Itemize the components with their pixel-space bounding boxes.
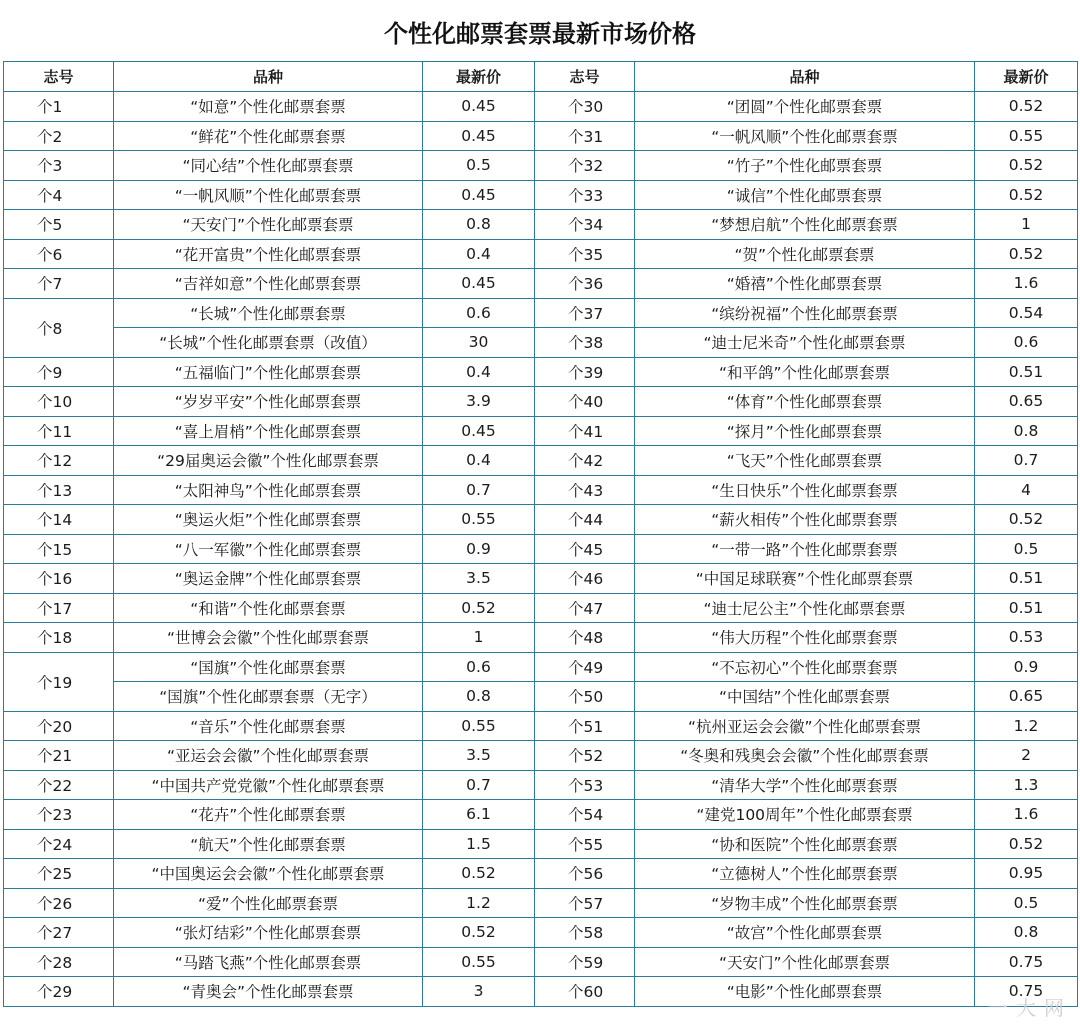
stamp-id: 个51: [535, 711, 635, 741]
stamp-variety: “建党100周年”个性化邮票套票: [635, 800, 975, 830]
stamp-id: 个42: [535, 446, 635, 476]
stamp-variety: “伟大历程”个性化邮票套票: [635, 623, 975, 653]
stamp-price: 0.52: [423, 918, 535, 948]
stamp-id: 个49: [535, 652, 635, 682]
stamp-price: 0.51: [975, 564, 1078, 594]
table-row: [4, 180, 1078, 210]
stamp-price: 0.75: [975, 947, 1078, 977]
stamp-price: 3: [423, 977, 535, 1007]
stamp-id: 个57: [535, 888, 635, 918]
stamp-id: 个2: [4, 121, 114, 151]
stamp-id: 个25: [4, 859, 114, 889]
header-id: 志号: [4, 62, 114, 92]
table-row: [4, 92, 1078, 122]
table-header-row: [4, 62, 1078, 92]
stamp-price: 0.52: [975, 151, 1078, 181]
stamp-variety: “航天”个性化邮票套票: [114, 829, 423, 859]
stamp-price: 1.2: [423, 888, 535, 918]
stamp-variety: “太阳神鸟”个性化邮票套票: [114, 475, 423, 505]
stamp-id: 个33: [535, 180, 635, 210]
stamp-id: 个4: [4, 180, 114, 210]
table-row: [4, 121, 1078, 151]
stamp-price: 30: [423, 328, 535, 358]
stamp-price: 0.45: [423, 92, 535, 122]
stamp-price: 0.51: [975, 593, 1078, 623]
table-row: [4, 711, 1078, 741]
stamp-id: 个56: [535, 859, 635, 889]
table-row: [4, 357, 1078, 387]
stamp-id: 个45: [535, 534, 635, 564]
stamp-price: 0.5: [975, 888, 1078, 918]
stamp-id: 个40: [535, 387, 635, 417]
stamp-id: 个31: [535, 121, 635, 151]
stamp-price: 0.52: [975, 180, 1078, 210]
watermark: 一大网: [988, 996, 1072, 1020]
stamp-variety: “爱”个性化邮票套票: [114, 888, 423, 918]
stamp-price: 0.52: [975, 829, 1078, 859]
stamp-price: 0.55: [423, 711, 535, 741]
stamp-price: 0.55: [975, 121, 1078, 151]
stamp-variety: “岁物丰成”个性化邮票套票: [635, 888, 975, 918]
table-row: [4, 770, 1078, 800]
stamp-id: 个38: [535, 328, 635, 358]
table-row: [4, 210, 1078, 240]
table-row: [4, 829, 1078, 859]
stamp-id: 个20: [4, 711, 114, 741]
header-id-right: 志号: [535, 62, 635, 92]
table-row: [4, 947, 1078, 977]
stamp-id: 个41: [535, 416, 635, 446]
stamp-id: 个30: [535, 92, 635, 122]
stamp-id: 个11: [4, 416, 114, 446]
stamp-variety: “团圆”个性化邮票套票: [635, 92, 975, 122]
table-row: [4, 298, 1078, 328]
stamp-id: 个15: [4, 534, 114, 564]
stamp-variety: “马踏飞燕”个性化邮票套票: [114, 947, 423, 977]
stamp-price: 4: [975, 475, 1078, 505]
stamp-id: 个44: [535, 505, 635, 535]
stamp-price: 1.3: [975, 770, 1078, 800]
stamp-price: 1.2: [975, 711, 1078, 741]
stamp-id: 个54: [535, 800, 635, 830]
stamp-variety: “竹子”个性化邮票套票: [635, 151, 975, 181]
stamp-price: 0.52: [975, 505, 1078, 535]
stamp-id: 个5: [4, 210, 114, 240]
stamp-variety: “花开富贵”个性化邮票套票: [114, 239, 423, 269]
price-table: [3, 61, 1078, 1007]
stamp-variety: “贺”个性化邮票套票: [635, 239, 975, 269]
table-row: [4, 859, 1078, 889]
stamp-id: 个53: [535, 770, 635, 800]
stamp-id: 个16: [4, 564, 114, 594]
table-row: [4, 151, 1078, 181]
stamp-price: 0.52: [423, 593, 535, 623]
stamp-price: 3.5: [423, 741, 535, 771]
stamp-variety: “喜上眉梢”个性化邮票套票: [114, 416, 423, 446]
stamp-price: 0.45: [423, 180, 535, 210]
stamp-price: 0.45: [423, 269, 535, 299]
stamp-price: 0.52: [975, 239, 1078, 269]
table-row: [4, 888, 1078, 918]
table-row: [4, 593, 1078, 623]
stamp-variety: “飞天”个性化邮票套票: [635, 446, 975, 476]
stamp-price: 0.95: [975, 859, 1078, 889]
stamp-variety: “长城”个性化邮票套票: [114, 298, 423, 328]
stamp-id: 个48: [535, 623, 635, 653]
stamp-id: 个28: [4, 947, 114, 977]
header-variety-right: 品种: [635, 62, 975, 92]
stamp-price: 0.6: [423, 298, 535, 328]
stamp-id: 个19: [4, 652, 114, 711]
stamp-price: 2: [975, 741, 1078, 771]
stamp-price: 1.6: [975, 269, 1078, 299]
stamp-id: 个39: [535, 357, 635, 387]
stamp-price: 0.65: [975, 387, 1078, 417]
stamp-price: 0.8: [423, 682, 535, 712]
stamp-variety: “吉祥如意”个性化邮票套票: [114, 269, 423, 299]
stamp-price: 0.9: [975, 652, 1078, 682]
stamp-id: 个10: [4, 387, 114, 417]
stamp-id: 个7: [4, 269, 114, 299]
stamp-price: 1: [423, 623, 535, 653]
stamp-price: 0.45: [423, 416, 535, 446]
stamp-variety: “青奥会”个性化邮票套票: [114, 977, 423, 1007]
stamp-variety: “体育”个性化邮票套票: [635, 387, 975, 417]
stamp-variety: “一帆风顺”个性化邮票套票: [635, 121, 975, 151]
stamp-id: 个29: [4, 977, 114, 1007]
stamp-price: 1.5: [423, 829, 535, 859]
header-price-right: 最新价: [975, 62, 1078, 92]
table-row: [4, 918, 1078, 948]
table-row: [4, 682, 1078, 712]
stamp-variety: “梦想启航”个性化邮票套票: [635, 210, 975, 240]
table-row: [4, 977, 1078, 1007]
table-row: [4, 534, 1078, 564]
stamp-price: 3.5: [423, 564, 535, 594]
stamp-variety: “冬奥和残奥会会徽”个性化邮票套票: [635, 741, 975, 771]
stamp-id: 个17: [4, 593, 114, 623]
stamp-price: 0.7: [975, 446, 1078, 476]
stamp-id: 个18: [4, 623, 114, 653]
stamp-variety: “故宫”个性化邮票套票: [635, 918, 975, 948]
stamp-id: 个9: [4, 357, 114, 387]
stamp-variety: “探月”个性化邮票套票: [635, 416, 975, 446]
stamp-price: 0.4: [423, 446, 535, 476]
stamp-variety: “一帆风顺”个性化邮票套票: [114, 180, 423, 210]
stamp-price: 0.5: [975, 534, 1078, 564]
table-row: [4, 800, 1078, 830]
stamp-variety: “奥运金牌”个性化邮票套票: [114, 564, 423, 594]
stamp-variety: “一带一路”个性化邮票套票: [635, 534, 975, 564]
stamp-variety: “杭州亚运会会徽”个性化邮票套票: [635, 711, 975, 741]
stamp-price: 0.8: [423, 210, 535, 240]
stamp-price: 0.9: [423, 534, 535, 564]
page-title: 个性化邮票套票最新市场价格: [384, 20, 696, 48]
stamp-variety: “中国足球联赛”个性化邮票套票: [635, 564, 975, 594]
stamp-variety: “如意”个性化邮票套票: [114, 92, 423, 122]
stamp-id: 个32: [535, 151, 635, 181]
table-row: [4, 239, 1078, 269]
stamp-price: 6.1: [423, 800, 535, 830]
stamp-variety: “五福临门”个性化邮票套票: [114, 357, 423, 387]
stamp-price: 0.52: [423, 859, 535, 889]
stamp-variety: “张灯结彩”个性化邮票套票: [114, 918, 423, 948]
stamp-variety: “生日快乐”个性化邮票套票: [635, 475, 975, 505]
table-row: [4, 741, 1078, 771]
stamp-variety: “八一军徽”个性化邮票套票: [114, 534, 423, 564]
stamp-variety: “电影”个性化邮票套票: [635, 977, 975, 1007]
table-row: [4, 475, 1078, 505]
stamp-variety: “同心结”个性化邮票套票: [114, 151, 423, 181]
stamp-price: 0.45: [423, 121, 535, 151]
stamp-id: 个6: [4, 239, 114, 269]
stamp-variety: “诚信”个性化邮票套票: [635, 180, 975, 210]
stamp-id: 个14: [4, 505, 114, 535]
stamp-variety: “长城”个性化邮票套票（改值）: [114, 328, 423, 358]
stamp-variety: “协和医院”个性化邮票套票: [635, 829, 975, 859]
stamp-price: 0.4: [423, 357, 535, 387]
stamp-id: 个47: [535, 593, 635, 623]
table-row: [4, 505, 1078, 535]
stamp-variety: “清华大学”个性化邮票套票: [635, 770, 975, 800]
table-row: [4, 446, 1078, 476]
stamp-variety: “花卉”个性化邮票套票: [114, 800, 423, 830]
stamp-variety: “岁岁平安”个性化邮票套票: [114, 387, 423, 417]
stamp-variety: “迪士尼公主”个性化邮票套票: [635, 593, 975, 623]
stamp-price: 1.6: [975, 800, 1078, 830]
header-price: 最新价: [423, 62, 535, 92]
stamp-price: 0.7: [423, 770, 535, 800]
stamp-id: 个34: [535, 210, 635, 240]
table-row: [4, 652, 1078, 682]
stamp-price: 1: [975, 210, 1078, 240]
stamp-variety: “奥运火炬”个性化邮票套票: [114, 505, 423, 535]
stamp-variety: “迪士尼米奇”个性化邮票套票: [635, 328, 975, 358]
stamp-id: 个50: [535, 682, 635, 712]
stamp-variety: “和谐”个性化邮票套票: [114, 593, 423, 623]
table-row: [4, 623, 1078, 653]
stamp-id: 个58: [535, 918, 635, 948]
stamp-id: 个55: [535, 829, 635, 859]
stamp-id: 个37: [535, 298, 635, 328]
stamp-variety: “中国奥运会会徽”个性化邮票套票: [114, 859, 423, 889]
stamp-id: 个13: [4, 475, 114, 505]
stamp-price: 0.55: [423, 505, 535, 535]
stamp-id: 个22: [4, 770, 114, 800]
stamp-id: 个59: [535, 947, 635, 977]
stamp-variety: “婚禧”个性化邮票套票: [635, 269, 975, 299]
table-row: [4, 564, 1078, 594]
stamp-variety: “音乐”个性化邮票套票: [114, 711, 423, 741]
stamp-id: 个26: [4, 888, 114, 918]
stamp-variety: “亚运会会徽”个性化邮票套票: [114, 741, 423, 771]
stamp-id: 个21: [4, 741, 114, 771]
stamp-price: 0.8: [975, 918, 1078, 948]
stamp-id: 个43: [535, 475, 635, 505]
stamp-variety: “国旗”个性化邮票套票: [114, 652, 423, 682]
stamp-variety: “立德树人”个性化邮票套票: [635, 859, 975, 889]
stamp-price: 0.4: [423, 239, 535, 269]
table-row: [4, 416, 1078, 446]
stamp-variety: “中国结”个性化邮票套票: [635, 682, 975, 712]
stamp-variety: “薪火相传”个性化邮票套票: [635, 505, 975, 535]
stamp-variety: “天安门”个性化邮票套票: [635, 947, 975, 977]
stamp-price: 3.9: [423, 387, 535, 417]
stamp-price: 0.53: [975, 623, 1078, 653]
stamp-variety: “和平鸽”个性化邮票套票: [635, 357, 975, 387]
stamp-id: 个24: [4, 829, 114, 859]
stamp-id: 个60: [535, 977, 635, 1007]
stamp-price: 0.6: [975, 328, 1078, 358]
stamp-id: 个52: [535, 741, 635, 771]
stamp-id: 个3: [4, 151, 114, 181]
stamp-price: 0.55: [423, 947, 535, 977]
header-variety: 品种: [114, 62, 423, 92]
stamp-price: 0.52: [975, 92, 1078, 122]
stamp-price: 0.65: [975, 682, 1078, 712]
stamp-variety: “29届奥运会徽”个性化邮票套票: [114, 446, 423, 476]
stamp-price: 0.51: [975, 357, 1078, 387]
stamp-id: 个36: [535, 269, 635, 299]
table-row: [4, 387, 1078, 417]
stamp-price: 0.8: [975, 416, 1078, 446]
stamp-price: 0.6: [423, 652, 535, 682]
stamp-id: 个35: [535, 239, 635, 269]
stamp-variety: “不忘初心”个性化邮票套票: [635, 652, 975, 682]
stamp-price: 0.5: [423, 151, 535, 181]
stamp-variety: “天安门”个性化邮票套票: [114, 210, 423, 240]
stamp-id: 个12: [4, 446, 114, 476]
stamp-price: 0.54: [975, 298, 1078, 328]
stamp-id: 个27: [4, 918, 114, 948]
stamp-id: 个23: [4, 800, 114, 830]
stamp-id: 个1: [4, 92, 114, 122]
table-row: [4, 328, 1078, 358]
price-table-body: [4, 62, 1078, 1007]
stamp-id: 个8: [4, 298, 114, 357]
stamp-variety: “中国共产党党徽”个性化邮票套票: [114, 770, 423, 800]
stamp-variety: “鲜花”个性化邮票套票: [114, 121, 423, 151]
stamp-variety: “世博会会徽”个性化邮票套票: [114, 623, 423, 653]
stamp-variety: “缤纷祝福”个性化邮票套票: [635, 298, 975, 328]
table-row: [4, 269, 1078, 299]
stamp-id: 个46: [535, 564, 635, 594]
stamp-price: 0.75: [975, 977, 1078, 1007]
stamp-price: 0.7: [423, 475, 535, 505]
stamp-variety: “国旗”个性化邮票套票（无字）: [114, 682, 423, 712]
